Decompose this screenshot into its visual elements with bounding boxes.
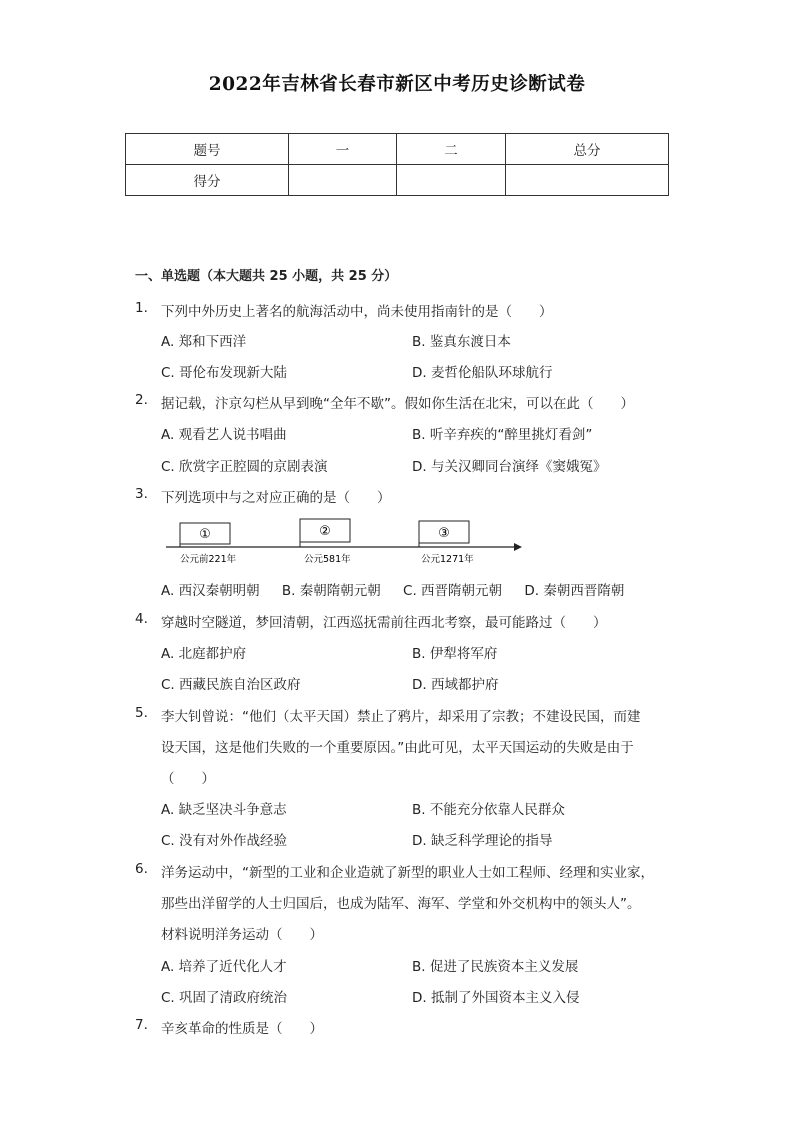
- timeline-label-3: 公元1271年: [421, 554, 474, 565]
- question-stem: 下列中外历史上著名的航海活动中，尚未使用指南针的是（ ）: [161, 304, 553, 320]
- question-number: 1.: [135, 300, 148, 316]
- option-d[interactable]: D. 西域都护府: [412, 677, 499, 693]
- question-number: 2.: [135, 392, 148, 408]
- option-b[interactable]: B. 伊犁将军府: [412, 646, 498, 662]
- option-row: [161, 579, 642, 599]
- score-cell[interactable]: [289, 165, 397, 196]
- option-d[interactable]: D. 缺乏科学理论的指导: [412, 833, 553, 849]
- question-stem: 辛亥革命的性质是（ ）: [161, 1021, 323, 1037]
- timeline-mark-1: ①: [199, 527, 211, 542]
- timeline-mark-2: ②: [319, 524, 331, 539]
- question-stem-line: （ ）: [161, 771, 215, 787]
- exam-title: 2022年吉林省长春市新区中考历史诊断试卷: [208, 74, 586, 95]
- timeline-label-2: 公元581年: [304, 554, 351, 565]
- question-stem: 下列选项中与之对应正确的是（ ）: [161, 490, 391, 506]
- question-number: 7.: [135, 1017, 148, 1033]
- score-table: [125, 133, 669, 196]
- question-stem-line: 设天国，这是他们失败的一个重要原因。”由此可见，太平天国运动的失败是由于: [161, 740, 634, 756]
- timeline-label-1: 公元前221年: [180, 554, 237, 565]
- question-number: 4.: [135, 611, 148, 627]
- score-header-cell: 总分: [506, 134, 669, 165]
- score-cell[interactable]: [397, 165, 506, 196]
- question-stem-line: 那些出洋留学的人士归国后，也成为陆军、海军、学堂和外交机构中的领头人”。: [161, 896, 641, 912]
- question-number: 6.: [135, 861, 148, 877]
- question-stem: 穿越时空隧道，梦回清朝，江西巡抚需前往西北考察，最可能路过（ ）: [161, 615, 607, 631]
- question-number: 5.: [135, 705, 148, 721]
- section-heading: 一、单选题（本大题共 25 小题，共 25 分）: [135, 269, 398, 284]
- option-b[interactable]: B. 促进了民族资本主义发展: [412, 959, 579, 975]
- option-d[interactable]: D. 抵制了外国资本主义入侵: [412, 990, 580, 1006]
- option-b[interactable]: B. 不能充分依靠人民群众: [412, 802, 565, 818]
- question-stem-line: 材料说明洋务运动（ ）: [161, 927, 323, 943]
- option-d[interactable]: D. 麦哲伦船队环球航行: [412, 365, 553, 381]
- timeline-arrow: [514, 543, 522, 551]
- option-b[interactable]: B. 听辛弃疾的“醉里挑灯看剑”: [412, 427, 593, 443]
- score-row-label: 得分: [126, 165, 289, 196]
- score-header-cell: 题号: [126, 134, 289, 165]
- question-stem-line: 李大钊曾说：“他们（太平天国）禁止了鸦片，却采用了宗教；不建设民国，而建: [161, 709, 641, 725]
- option-a[interactable]: A. 郑和下西洋: [161, 334, 247, 350]
- option-a[interactable]: A. 西汉秦朝明朝: [161, 583, 260, 599]
- score-header-cell: 一: [289, 134, 397, 165]
- score-header-cell: 二: [397, 134, 506, 165]
- score-cell[interactable]: [506, 165, 669, 196]
- option-c[interactable]: C. 西藏民族自治区政府: [161, 677, 301, 693]
- option-a[interactable]: A. 培养了近代化人才: [161, 959, 287, 975]
- question-stem: 据记载，汴京勾栏从早到晚“全年不歇”。假如你生活在北宋，可以在此（ ）: [161, 396, 634, 412]
- option-d[interactable]: D. 秦朝西晋隋朝: [524, 583, 625, 599]
- option-a[interactable]: A. 北庭都护府: [161, 646, 247, 662]
- option-c[interactable]: C. 西晋隋朝元朝: [403, 583, 503, 599]
- question-number: 3.: [135, 486, 148, 502]
- timeline-mark-3: ③: [438, 526, 450, 541]
- question-stem-line: 洋务运动中，“新型的工业和企业造就了新型的职业人士如工程师、经理和实业家，: [161, 865, 654, 881]
- option-a[interactable]: A. 缺乏坚决斗争意志: [161, 802, 287, 818]
- option-d[interactable]: D. 与关汉卿同台演绎《窦娥冤》: [412, 459, 607, 475]
- option-c[interactable]: C. 哥伦布发现新大陆: [161, 365, 288, 381]
- option-b[interactable]: B. 鉴真东渡日本: [412, 334, 511, 350]
- score-table-score-row: [126, 165, 669, 196]
- option-c[interactable]: C. 巩固了清政府统治: [161, 990, 288, 1006]
- option-c[interactable]: C. 欣赏字正腔圆的京剧表演: [161, 459, 328, 475]
- score-table-header-row: [126, 134, 669, 165]
- timeline-figure: [166, 514, 526, 570]
- option-c[interactable]: C. 没有对外作战经验: [161, 833, 288, 849]
- option-b[interactable]: B. 秦朝隋朝元朝: [281, 583, 381, 599]
- option-a[interactable]: A. 观看艺人说书唱曲: [161, 427, 287, 443]
